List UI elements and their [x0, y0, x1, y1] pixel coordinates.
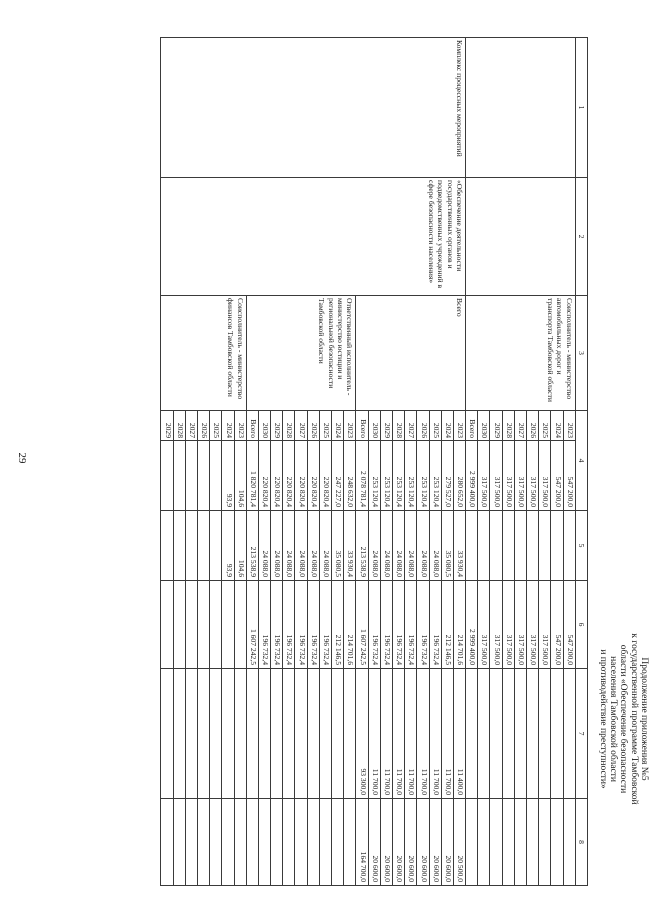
caption-line: и противодействие преступности» — [597, 649, 608, 789]
regional-budget-cell: 317 500,0 — [502, 581, 514, 669]
extrabudgetary-cell — [161, 799, 173, 886]
total-cell: 220 820,4 — [295, 441, 307, 511]
total-cell: 547 200,0 — [551, 441, 563, 511]
year-cell: Всего — [466, 411, 478, 441]
local-budget-cell — [319, 669, 331, 799]
column-header: 4 — [575, 411, 587, 511]
regional-budget-cell: 212 146,5 — [332, 581, 344, 669]
regional-budget-cell: 317 500,0 — [514, 581, 526, 669]
local-budget-cell — [185, 669, 197, 799]
local-budget-cell: 11 700,0 — [441, 669, 453, 799]
local-budget-cell — [478, 669, 490, 799]
regional-budget-cell: 547 200,0 — [563, 581, 575, 669]
column-header: 1 — [575, 38, 587, 178]
local-budget-cell — [161, 669, 173, 799]
total-cell: 317 500,0 — [539, 441, 551, 511]
regional-budget-cell — [173, 581, 185, 669]
extrabudgetary-cell: 20 500,0 — [453, 799, 465, 886]
year-cell: 2026 — [527, 411, 539, 441]
year-cell: 2030 — [258, 411, 270, 441]
extrabudgetary-cell — [271, 799, 283, 886]
federal-budget-cell: 24 088,0 — [258, 511, 270, 581]
extrabudgetary-cell — [478, 799, 490, 886]
federal-budget-cell — [502, 511, 514, 581]
federal-budget-cell: 213 538,9 — [246, 511, 258, 581]
total-cell: 547 200,0 — [563, 441, 575, 511]
total-cell — [185, 441, 197, 511]
year-cell: 2026 — [198, 411, 210, 441]
federal-budget-cell: 35 080,5 — [332, 511, 344, 581]
regional-budget-cell: 196 732,4 — [283, 581, 295, 669]
year-cell: Всего — [356, 411, 368, 441]
local-budget-cell — [210, 669, 222, 799]
regional-budget-cell: 196 732,4 — [393, 581, 405, 669]
extrabudgetary-cell — [551, 799, 563, 886]
total-cell: 220 820,4 — [283, 441, 295, 511]
federal-budget-cell: 24 088,0 — [405, 511, 417, 581]
federal-budget-cell — [198, 511, 210, 581]
local-budget-cell — [551, 669, 563, 799]
extrabudgetary-cell — [198, 799, 210, 886]
year-cell: 2025 — [539, 411, 551, 441]
local-budget-cell — [307, 669, 319, 799]
regional-budget-cell: 317 500,0 — [490, 581, 502, 669]
column-header: 2 — [575, 178, 587, 296]
local-budget-cell — [258, 669, 270, 799]
extrabudgetary-cell — [514, 799, 526, 886]
federal-budget-cell: 33 930,4 — [453, 511, 465, 581]
federal-budget-cell: 24 088,0 — [295, 511, 307, 581]
caption-line: Продолжение приложения №5 — [639, 657, 649, 781]
local-budget-cell: 11 700,0 — [368, 669, 380, 799]
caption-line: к государственной программе Тамбовской — [628, 633, 639, 805]
federal-budget-cell: 24 088,0 — [393, 511, 405, 581]
year-cell: 2029 — [380, 411, 392, 441]
local-budget-cell — [234, 669, 246, 799]
local-budget-cell — [344, 669, 356, 799]
local-budget-cell — [490, 669, 502, 799]
table-header-row — [575, 38, 587, 886]
table-row — [453, 38, 465, 886]
extrabudgetary-cell — [319, 799, 331, 886]
regional-budget-cell — [185, 581, 197, 669]
regional-budget-cell: 196 732,4 — [380, 581, 392, 669]
column-header: 5 — [575, 511, 587, 581]
year-cell: 2028 — [393, 411, 405, 441]
year-cell: 2027 — [405, 411, 417, 441]
regional-budget-cell — [234, 581, 246, 669]
extrabudgetary-cell — [173, 799, 185, 886]
extrabudgetary-cell — [295, 799, 307, 886]
local-budget-cell — [466, 669, 478, 799]
local-budget-cell: 11 400,0 — [453, 669, 465, 799]
year-cell: 2027 — [185, 411, 197, 441]
federal-budget-cell — [539, 511, 551, 581]
year-cell: 2028 — [173, 411, 185, 441]
local-budget-cell — [527, 669, 539, 799]
regional-budget-cell — [210, 581, 222, 669]
caption-line: населения Тамбовской области — [608, 656, 619, 782]
year-cell: 2030 — [368, 411, 380, 441]
extrabudgetary-cell — [210, 799, 222, 886]
total-cell — [210, 441, 222, 511]
total-cell: 317 500,0 — [490, 441, 502, 511]
total-cell: 253 120,4 — [417, 441, 429, 511]
extrabudgetary-cell: 20 600,0 — [441, 799, 453, 886]
regional-budget-cell: 196 732,4 — [405, 581, 417, 669]
local-budget-cell — [222, 669, 234, 799]
federal-budget-cell: 24 088,0 — [319, 511, 331, 581]
extrabudgetary-cell: 20 600,0 — [405, 799, 417, 886]
regional-budget-cell: 196 732,4 — [271, 581, 283, 669]
extrabudgetary-cell: 20 600,0 — [368, 799, 380, 886]
total-cell: 2 999 400,0 — [466, 441, 478, 511]
federal-budget-cell — [514, 511, 526, 581]
local-budget-cell — [246, 669, 258, 799]
federal-budget-cell: 24 088,0 — [307, 511, 319, 581]
extrabudgetary-cell — [466, 799, 478, 886]
column-header: 3 — [575, 296, 587, 411]
total-cell: 2 078 781,4 — [356, 441, 368, 511]
federal-budget-cell — [478, 511, 490, 581]
year-cell: 2024 — [441, 411, 453, 441]
year-cell: 2025 — [210, 411, 222, 441]
total-cell: 247 227,0 — [332, 441, 344, 511]
year-cell: 2024 — [222, 411, 234, 441]
extrabudgetary-cell — [246, 799, 258, 886]
extrabudgetary-cell — [222, 799, 234, 886]
total-cell: 253 120,4 — [405, 441, 417, 511]
program-cell-col2: «Обеспечение деятельности государственных органов и подведомственных учреждений в сфере безопасности населения» — [161, 178, 466, 296]
local-budget-cell — [198, 669, 210, 799]
year-cell: 2029 — [490, 411, 502, 441]
local-budget-cell — [563, 669, 575, 799]
extrabudgetary-cell: 20 600,0 — [393, 799, 405, 886]
executor-cell: Соисполнитель - министерство автомобильных дорог и транспорта Тамбовской области — [466, 296, 576, 411]
financing-table — [160, 37, 588, 886]
extrabudgetary-cell: 20 600,0 — [417, 799, 429, 886]
extrabudgetary-cell — [307, 799, 319, 886]
local-budget-cell: 93 300,0 — [356, 669, 368, 799]
extrabudgetary-cell — [234, 799, 246, 886]
extrabudgetary-cell: 20 600,0 — [429, 799, 441, 886]
regional-budget-cell: 317 500,0 — [527, 581, 539, 669]
local-budget-cell — [502, 669, 514, 799]
total-cell — [198, 441, 210, 511]
total-cell: 220 820,4 — [258, 441, 270, 511]
rotated-page — [112, 25, 652, 896]
total-cell: 253 120,4 — [368, 441, 380, 511]
total-cell: 220 820,4 — [271, 441, 283, 511]
year-cell: 2025 — [429, 411, 441, 441]
executor-cell: Ответственный исполнитель - министерство юстиции и региональной безопасности Тамбовской области — [246, 296, 356, 411]
regional-budget-cell: 196 732,4 — [368, 581, 380, 669]
federal-budget-cell: 33 930,4 — [344, 511, 356, 581]
total-cell: 253 120,4 — [393, 441, 405, 511]
federal-budget-cell: 213 538,9 — [356, 511, 368, 581]
regional-budget-cell: 2 999 400,0 — [466, 581, 478, 669]
federal-budget-cell — [563, 511, 575, 581]
year-cell: 2023 — [453, 411, 465, 441]
local-budget-cell — [271, 669, 283, 799]
total-cell: 317 500,0 — [514, 441, 526, 511]
table-body — [161, 38, 575, 886]
regional-budget-cell: 196 732,4 — [258, 581, 270, 669]
extrabudgetary-cell: 20 600,0 — [380, 799, 392, 886]
regional-budget-cell: 1 607 242,5 — [356, 581, 368, 669]
federal-budget-cell — [466, 511, 478, 581]
year-cell: 2023 — [563, 411, 575, 441]
appendix-caption — [598, 569, 649, 869]
extrabudgetary-cell: 164 700,0 — [356, 799, 368, 886]
total-cell — [161, 441, 173, 511]
regional-budget-cell: 196 732,4 — [429, 581, 441, 669]
regional-budget-cell — [198, 581, 210, 669]
federal-budget-cell: 104,6 — [234, 511, 246, 581]
column-header: 6 — [575, 581, 587, 669]
extrabudgetary-cell — [258, 799, 270, 886]
column-header: 8 — [575, 799, 587, 886]
extrabudgetary-cell — [283, 799, 295, 886]
local-budget-cell: 11 700,0 — [405, 669, 417, 799]
year-cell: Всего — [246, 411, 258, 441]
program-cell-col1 — [466, 38, 576, 178]
regional-budget-cell: 196 732,4 — [319, 581, 331, 669]
federal-budget-cell — [490, 511, 502, 581]
caption-line: области «Обеспечение безопасности — [618, 644, 629, 794]
federal-budget-cell — [210, 511, 222, 581]
regional-budget-cell: 317 500,0 — [539, 581, 551, 669]
federal-budget-cell: 24 088,0 — [368, 511, 380, 581]
year-cell: 2028 — [283, 411, 295, 441]
local-budget-cell — [514, 669, 526, 799]
federal-budget-cell: 24 088,0 — [283, 511, 295, 581]
page-number: 29 — [16, 452, 28, 464]
federal-budget-cell — [527, 511, 539, 581]
federal-budget-cell: 24 088,0 — [380, 511, 392, 581]
local-budget-cell: 11 700,0 — [393, 669, 405, 799]
federal-budget-cell: 24 088,0 — [271, 511, 283, 581]
column-header: 7 — [575, 669, 587, 799]
local-budget-cell — [332, 669, 344, 799]
extrabudgetary-cell — [344, 799, 356, 886]
year-cell: 2025 — [319, 411, 331, 441]
regional-budget-cell — [161, 581, 173, 669]
total-cell: 1 820 781,4 — [246, 441, 258, 511]
total-cell: 253 120,4 — [380, 441, 392, 511]
federal-budget-cell: 35 080,5 — [441, 511, 453, 581]
local-budget-cell: 11 700,0 — [380, 669, 392, 799]
regional-budget-cell: 196 732,4 — [307, 581, 319, 669]
year-cell: 2028 — [502, 411, 514, 441]
extrabudgetary-cell — [332, 799, 344, 886]
extrabudgetary-cell — [527, 799, 539, 886]
regional-budget-cell: 317 500,0 — [478, 581, 490, 669]
regional-budget-cell: 214 701,6 — [344, 581, 356, 669]
federal-budget-cell — [161, 511, 173, 581]
total-cell: 279 527,0 — [441, 441, 453, 511]
extrabudgetary-cell — [539, 799, 551, 886]
executor-cell: Всего — [356, 296, 466, 411]
regional-budget-cell: 196 732,4 — [417, 581, 429, 669]
regional-budget-cell: 214 701,6 — [453, 581, 465, 669]
year-cell: 2024 — [332, 411, 344, 441]
total-cell: 104,6 — [234, 441, 246, 511]
total-cell: 253 120,4 — [429, 441, 441, 511]
local-budget-cell: 11 700,0 — [417, 669, 429, 799]
program-cell-col2 — [466, 178, 576, 296]
regional-budget-cell: 547 200,0 — [551, 581, 563, 669]
extrabudgetary-cell — [185, 799, 197, 886]
year-cell: 2024 — [551, 411, 563, 441]
federal-budget-cell — [185, 511, 197, 581]
federal-budget-cell — [173, 511, 185, 581]
year-cell: 2023 — [234, 411, 246, 441]
total-cell: 317 500,0 — [527, 441, 539, 511]
year-cell: 2027 — [295, 411, 307, 441]
total-cell: 317 500,0 — [502, 441, 514, 511]
total-cell: 220 820,4 — [307, 441, 319, 511]
executor-cell: Соисполнитель - министерство финансов Тамбовской области — [161, 296, 246, 411]
program-cell-col1: Комплекс процессных мероприятий — [161, 38, 466, 178]
year-cell: 2026 — [307, 411, 319, 441]
federal-budget-cell: 24 088,0 — [417, 511, 429, 581]
federal-budget-cell: 24 088,0 — [429, 511, 441, 581]
year-cell: 2029 — [161, 411, 173, 441]
local-budget-cell — [539, 669, 551, 799]
federal-budget-cell: 93,9 — [222, 511, 234, 581]
regional-budget-cell: 212 146,5 — [441, 581, 453, 669]
table-row — [563, 38, 575, 886]
year-cell: 2029 — [271, 411, 283, 441]
total-cell: 248 632,0 — [344, 441, 356, 511]
regional-budget-cell: 196 732,4 — [295, 581, 307, 669]
year-cell: 2026 — [417, 411, 429, 441]
local-budget-cell: 11 700,0 — [429, 669, 441, 799]
extrabudgetary-cell — [563, 799, 575, 886]
total-cell — [173, 441, 185, 511]
total-cell: 93,9 — [222, 441, 234, 511]
year-cell: 2027 — [514, 411, 526, 441]
extrabudgetary-cell — [502, 799, 514, 886]
total-cell: 280 652,0 — [453, 441, 465, 511]
year-cell: 2030 — [478, 411, 490, 441]
total-cell: 317 500,0 — [478, 441, 490, 511]
local-budget-cell — [283, 669, 295, 799]
regional-budget-cell — [222, 581, 234, 669]
local-budget-cell — [173, 669, 185, 799]
year-cell: 2023 — [344, 411, 356, 441]
federal-budget-cell — [551, 511, 563, 581]
regional-budget-cell: 1 607 242,5 — [246, 581, 258, 669]
extrabudgetary-cell — [490, 799, 502, 886]
local-budget-cell — [295, 669, 307, 799]
total-cell: 220 820,4 — [319, 441, 331, 511]
